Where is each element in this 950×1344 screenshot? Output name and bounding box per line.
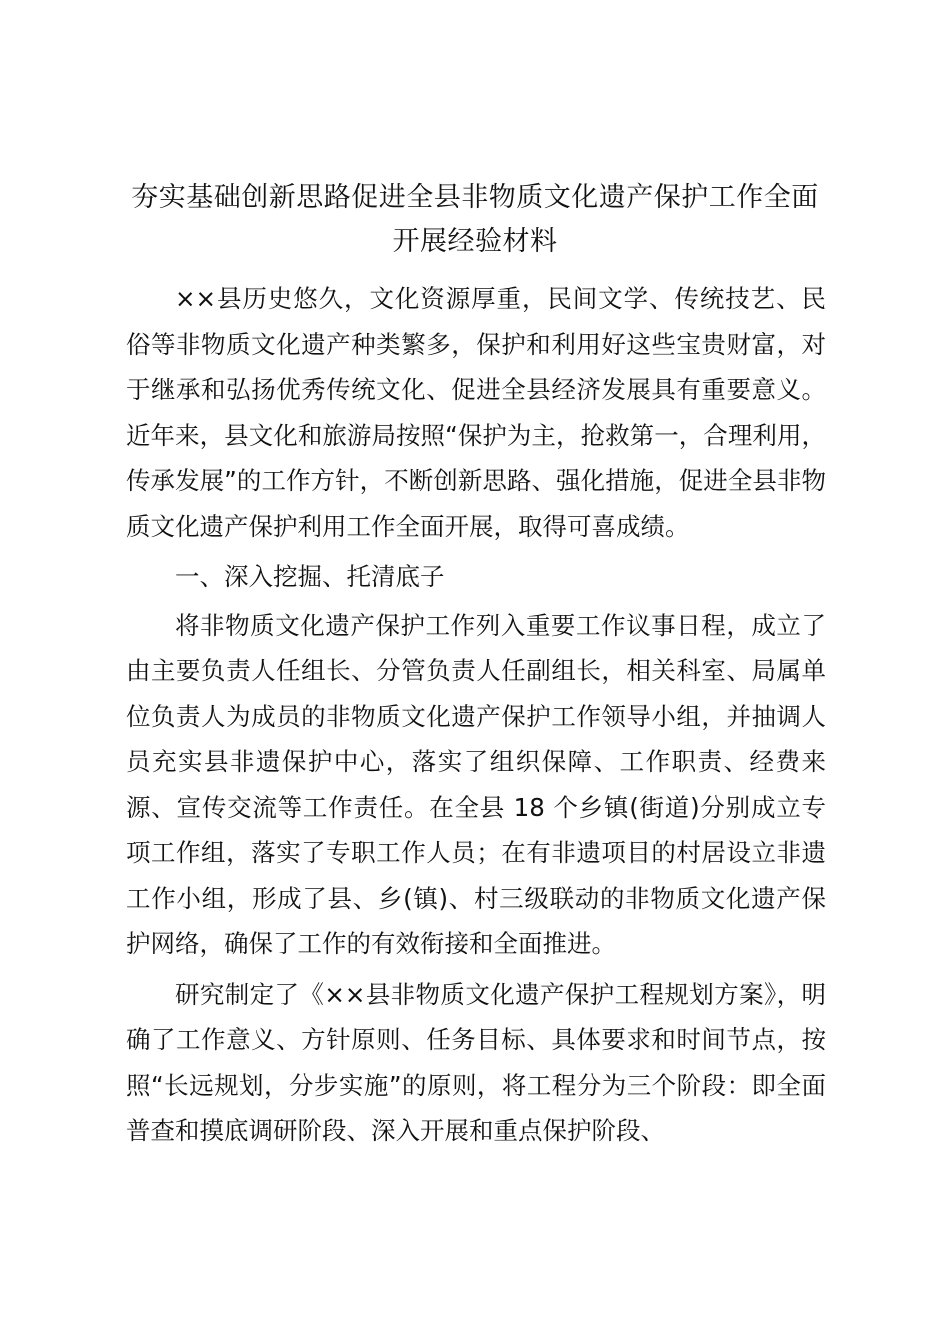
body-paragraph: 研究制定了《××县非物质文化遗产保护工程规划方案》，明确了工作意义、方针原则、任务目标、具体要求和时间节点，按照“长远规划，分步实施”的原则，将工程分为三个阶段：即全面普查和摸底调研阶段、深入开展和重点保护阶段、 [126,979,826,1145]
document-body [126,276,826,1154]
document-title: 夯实基础创新思路促进全县非物质文化遗产保护工作全面开展经验材料 [131,182,819,257]
intro-paragraph: ××县历史悠久，文化资源厚重，民间文学、传统技艺、民俗等非物质文化遗产种类繁多，保护和利用好这些宝贵财富，对于继承和弘扬优秀传统文化、促进全县经济发展具有重要意义。近年来，县文化和旅游局按照“保护为主，抢救第一，合理利用，传承发展”的工作方针，不断创新思路、强化措施，促进全县非物质文化遗产保护利用工作全面开展，取得可喜成绩。 [126,284,826,541]
section-heading-1: 一、深入挖掘、托清底子 [175,562,445,591]
body-paragraph: 将非物质文化遗产保护工作列入重要工作议事日程，成立了由主要负责人任组长、分管负责人任副组长，相关科室、局属单位负责人为成员的非物质文化遗产保护工作领导小组，并抽调人员充实县非遗保护中心，落实了组织保障、工作职责、经费来源、宣传交流等工作责任。在全县 18 个乡镇(街道)分别成立专项工作组，落实了专职工作人员；在有非遗项目的村居设立非遗工作小组，形成了县、乡(镇)、村三级联动的非物质文化遗产保护网络，确保了工作的有效衔接和全面推进。 [126,610,826,958]
